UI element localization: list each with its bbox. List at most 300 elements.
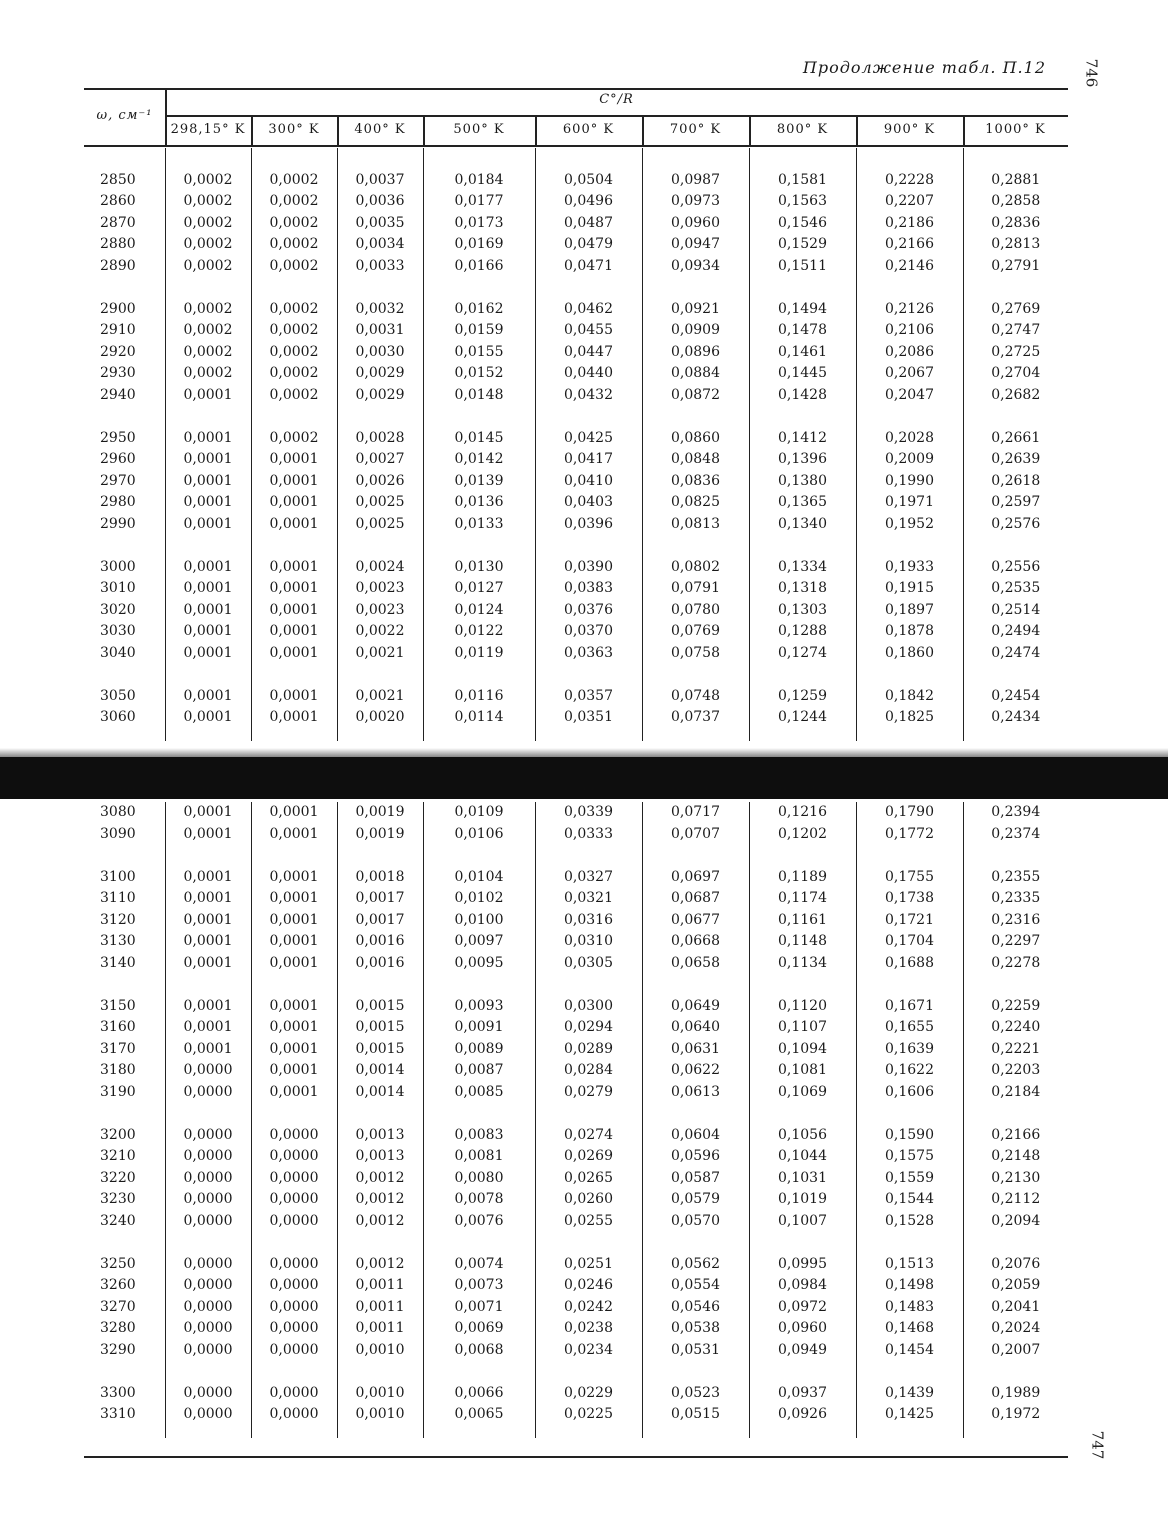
value-cell: 0,1019 [749,1189,856,1211]
value-cell: 0,0000 [251,1404,337,1426]
value-cell: 0,0074 [423,1254,535,1276]
value-cell: 0,1990 [856,471,963,493]
value-cell: 0,0973 [642,191,749,213]
value-cell: 0,0872 [642,385,749,407]
spacer-cell [251,535,337,557]
value-cell: 0,0002 [251,363,337,385]
value-cell: 0,0707 [642,824,749,846]
table-row [84,578,1068,600]
table-row [84,557,1068,579]
value-cell: 0,0001 [251,1017,337,1039]
spacer-cell [84,664,165,686]
table-row [84,953,1068,975]
value-cell: 0,0791 [642,578,749,600]
wavenumber-cell: 3280 [100,1320,136,1336]
value-cell: 0,0015 [337,1039,423,1061]
spacer-cell [251,1361,337,1383]
value-cell: 0,0002 [251,191,337,213]
spacer-cell [84,1361,165,1383]
value-cell: 0,2146 [856,256,963,278]
value-cell: 0,1581 [749,170,856,192]
spacer-cell [337,1103,423,1125]
spacer-cell [642,1361,749,1383]
value-cell: 0,0001 [165,953,251,975]
value-cell: 0,0587 [642,1168,749,1190]
value-cell: 0,2028 [856,428,963,450]
value-cell: 0,0001 [251,824,337,846]
value-cell: 0,0001 [251,600,337,622]
spacer-cell [749,1103,856,1125]
value-cell: 0,0546 [642,1297,749,1319]
table-row [84,1383,1068,1405]
spacer-cell [642,1426,749,1438]
value-cell: 0,1688 [856,953,963,975]
value-cell: 0,0000 [165,1146,251,1168]
value-cell: 0,0033 [337,256,423,278]
value-cell: 0,0697 [642,867,749,889]
table-row [84,824,1068,846]
spacer-cell [535,845,642,867]
value-cell: 0,0002 [251,299,337,321]
spacer-cell [535,1232,642,1254]
spacer-cell [251,1426,337,1438]
spacer-cell [251,148,337,170]
value-cell: 0,0848 [642,449,749,471]
value-cell: 0,0021 [337,643,423,665]
spacer-cell [84,148,165,170]
wavenumber-cell: 3230 [100,1191,136,1207]
spacer-cell [165,845,251,867]
value-cell: 0,2769 [963,299,1068,321]
temp-header-1: 298,15° K [170,122,246,137]
value-cell: 0,0554 [642,1275,749,1297]
value-cell: 0,0001 [251,471,337,493]
value-cell: 0,1622 [856,1060,963,1082]
value-cell: 0,0001 [251,996,337,1018]
value-cell: 0,0376 [535,600,642,622]
group-spacer [84,148,1068,170]
value-cell: 0,0631 [642,1039,749,1061]
value-cell: 0,0884 [642,363,749,385]
spacer-cell [749,664,856,686]
value-cell: 0,1380 [749,471,856,493]
wavenumber-cell: 3050 [100,687,136,704]
value-cell: 0,0080 [423,1168,535,1190]
value-cell: 0,1031 [749,1168,856,1190]
value-cell: 0,0116 [423,686,535,708]
value-cell: 0,1972 [963,1404,1068,1426]
value-cell: 0,0001 [165,996,251,1018]
value-cell: 0,0142 [423,449,535,471]
value-cell: 0,0001 [165,514,251,536]
spacer-cell [251,1103,337,1125]
value-cell: 0,0396 [535,514,642,536]
value-cell: 0,0093 [423,996,535,1018]
value-cell: 0,0000 [165,1404,251,1426]
value-cell: 0,0002 [165,299,251,321]
value-cell: 0,0002 [165,256,251,278]
value-cell: 0,0758 [642,643,749,665]
value-cell: 0,0937 [749,1383,856,1405]
value-cell: 0,0010 [337,1340,423,1362]
spacer-cell [84,845,165,867]
spacer-cell [642,664,749,686]
value-cell: 0,0152 [423,363,535,385]
value-cell: 0,0479 [535,234,642,256]
value-cell: 0,2184 [963,1082,1068,1104]
value-cell: 0,0001 [165,449,251,471]
value-cell: 0,0000 [251,1211,337,1233]
wavenumber-cell: 3120 [100,911,136,928]
value-cell: 0,0034 [337,234,423,256]
header-divider [642,115,644,145]
value-cell: 0,2221 [963,1039,1068,1061]
value-cell: 0,1563 [749,191,856,213]
spacer-cell [963,148,1068,170]
spacer-cell [535,1426,642,1438]
value-cell: 0,2535 [963,578,1068,600]
value-cell: 0,0001 [165,707,251,729]
value-cell: 0,2514 [963,600,1068,622]
value-cell: 0,0000 [251,1383,337,1405]
value-cell: 0,0018 [337,867,423,889]
wavenumber-cell: 2910 [100,322,136,338]
value-cell: 0,0000 [165,1383,251,1405]
spacer-cell [165,277,251,299]
heat-capacity-table-lower [84,802,1068,1438]
spacer-cell [642,974,749,996]
value-cell: 0,2747 [963,320,1068,342]
table-row [84,234,1068,256]
value-cell: 0,0001 [251,867,337,889]
wavenumber-cell: 3030 [100,623,136,639]
value-cell: 0,0001 [251,953,337,975]
value-cell: 0,0104 [423,867,535,889]
value-cell: 0,0255 [535,1211,642,1233]
value-cell: 0,1007 [749,1211,856,1233]
value-cell: 0,0130 [423,557,535,579]
value-cell: 0,1044 [749,1146,856,1168]
spacer-cell [642,1103,749,1125]
table-row [84,1189,1068,1211]
value-cell: 0,2374 [963,824,1068,846]
value-cell: 0,0114 [423,707,535,729]
value-cell: 0,0000 [165,1254,251,1276]
value-cell: 0,0001 [251,802,337,824]
value-cell: 0,0011 [337,1275,423,1297]
spacer-cell [423,1232,535,1254]
value-cell: 0,0001 [165,802,251,824]
value-cell: 0,1860 [856,643,963,665]
value-cell: 0,0000 [251,1254,337,1276]
spacer-cell [251,729,337,741]
table-row [84,1404,1068,1426]
value-cell: 0,2076 [963,1254,1068,1276]
value-cell: 0,0031 [337,320,423,342]
value-cell: 0,0234 [535,1340,642,1362]
value-cell: 0,0274 [535,1125,642,1147]
group-spacer [84,974,1068,996]
value-cell: 0,1274 [749,643,856,665]
spacer-cell [856,974,963,996]
value-cell: 0,0013 [337,1125,423,1147]
spacer-cell [535,148,642,170]
value-cell: 0,2881 [963,170,1068,192]
value-cell: 0,2639 [963,449,1068,471]
wavenumber-cell: 3210 [100,1148,136,1164]
spacer-cell [856,1426,963,1438]
value-cell: 0,2494 [963,621,1068,643]
value-cell: 0,0001 [251,931,337,953]
value-cell: 0,2112 [963,1189,1068,1211]
spacer-cell [165,406,251,428]
value-cell: 0,2434 [963,707,1068,729]
table-row [84,363,1068,385]
value-cell: 0,0166 [423,256,535,278]
value-cell: 0,0001 [165,1017,251,1039]
table-row [84,1060,1068,1082]
value-cell: 0,1544 [856,1189,963,1211]
value-cell: 0,0351 [535,707,642,729]
spacer-cell [642,845,749,867]
spacer-cell [963,535,1068,557]
value-cell: 0,0596 [642,1146,749,1168]
value-cell: 0,0300 [535,996,642,1018]
spacer-cell [251,1232,337,1254]
value-cell: 0,2186 [856,213,963,235]
value-cell: 0,0148 [423,385,535,407]
spacer-cell [423,535,535,557]
value-cell: 0,0068 [423,1340,535,1362]
value-cell: 0,0014 [337,1082,423,1104]
table-row [84,1318,1068,1340]
group-spacer [84,1103,1068,1125]
value-cell: 0,1468 [856,1318,963,1340]
spacer-cell [165,148,251,170]
value-cell: 0,0471 [535,256,642,278]
spacer-cell [749,277,856,299]
value-cell: 0,0071 [423,1297,535,1319]
spacer-cell [251,974,337,996]
value-cell: 0,0403 [535,492,642,514]
value-cell: 0,0025 [337,492,423,514]
wavenumber-cell: 2950 [100,429,136,446]
value-cell: 0,0066 [423,1383,535,1405]
wavenumber-cell: 3130 [100,933,136,949]
value-cell: 0,0001 [165,643,251,665]
value-cell: 0,1161 [749,910,856,932]
spacer-cell [535,535,642,557]
value-cell: 0,0417 [535,449,642,471]
spacer-cell [165,1361,251,1383]
value-cell: 0,1094 [749,1039,856,1061]
header-divider [749,115,751,145]
spacer-cell [535,1361,642,1383]
header-top-rule [84,88,1068,90]
value-cell: 0,1721 [856,910,963,932]
spacer-cell [856,535,963,557]
value-cell: 0,0333 [535,824,642,846]
value-cell: 0,0447 [535,342,642,364]
spacer-cell [423,406,535,428]
temp-header-9: 1000° K [985,122,1046,137]
value-cell: 0,0649 [642,996,749,1018]
wavenumber-cell: 2940 [100,386,136,403]
table-row [84,1125,1068,1147]
value-cell: 0,0026 [337,471,423,493]
value-cell: 0,2166 [963,1125,1068,1147]
value-cell: 0,0091 [423,1017,535,1039]
value-cell: 0,0934 [642,256,749,278]
value-cell: 0,0001 [165,600,251,622]
value-cell: 0,0769 [642,621,749,643]
value-cell: 0,2047 [856,385,963,407]
wavenumber-cell: 3270 [100,1298,136,1315]
value-cell: 0,1513 [856,1254,963,1276]
value-cell: 0,0748 [642,686,749,708]
spacer-cell [642,406,749,428]
value-cell: 0,1494 [749,299,856,321]
value-cell: 0,0515 [642,1404,749,1426]
wavenumber-cell: 3250 [100,1255,136,1272]
value-cell: 0,0717 [642,802,749,824]
wavenumber-cell: 2870 [100,214,136,231]
header-divider [963,115,965,145]
value-cell: 0,1825 [856,707,963,729]
table-row [84,170,1068,192]
value-cell: 0,0184 [423,170,535,192]
value-cell: 0,1989 [963,1383,1068,1405]
value-cell: 0,0022 [337,621,423,643]
value-cell: 0,0000 [165,1211,251,1233]
value-cell: 0,0001 [165,1039,251,1061]
value-cell: 0,0023 [337,578,423,600]
value-cell: 0,0002 [165,234,251,256]
value-cell: 0,0001 [251,514,337,536]
wavenumber-cell: 3060 [100,709,136,725]
value-cell: 0,1790 [856,802,963,824]
value-cell: 0,2024 [963,1318,1068,1340]
spacer-cell [749,148,856,170]
value-cell: 0,0002 [251,170,337,192]
value-cell: 0,0035 [337,213,423,235]
value-cell: 0,0242 [535,1297,642,1319]
spacer-cell [749,1426,856,1438]
value-cell: 0,0383 [535,578,642,600]
value-cell: 0,0001 [165,824,251,846]
table-row [84,191,1068,213]
spacer-cell [165,664,251,686]
value-cell: 0,0265 [535,1168,642,1190]
value-cell: 0,0020 [337,707,423,729]
wavenumber-cell: 3170 [100,1040,136,1057]
temp-header-3: 400° K [354,122,406,137]
value-cell: 0,2682 [963,385,1068,407]
table-continuation-caption: Продолжение табл. П.12 [802,58,1046,77]
value-cell: 0,0000 [251,1275,337,1297]
value-cell: 0,0136 [423,492,535,514]
value-cell: 0,0016 [337,953,423,975]
spacer-cell [535,277,642,299]
value-cell: 0,0001 [165,471,251,493]
value-cell: 0,2007 [963,1340,1068,1362]
temp-header-7: 800° K [776,122,829,137]
value-cell: 0,1081 [749,1060,856,1082]
spacer-cell [535,406,642,428]
spacer-cell [84,974,165,996]
spacer-cell [337,845,423,867]
value-cell: 0,0001 [165,686,251,708]
table-row [84,1017,1068,1039]
value-cell: 0,1454 [856,1340,963,1362]
wavenumber-cell: 2860 [100,193,136,209]
value-cell: 0,1244 [749,707,856,729]
value-cell: 0,1318 [749,578,856,600]
spacer-cell [749,406,856,428]
value-cell: 0,1971 [856,492,963,514]
value-cell: 0,0000 [251,1297,337,1319]
value-cell: 0,2228 [856,170,963,192]
value-cell: 0,0001 [251,643,337,665]
spacer-cell [963,845,1068,867]
spacer-cell [963,277,1068,299]
value-cell: 0,1428 [749,385,856,407]
value-cell: 0,0000 [165,1189,251,1211]
value-cell: 0,0802 [642,557,749,579]
value-cell: 0,0000 [165,1060,251,1082]
spacer-cell [963,664,1068,686]
value-cell: 0,2704 [963,363,1068,385]
group-label-header: C°/R [599,92,634,107]
value-cell: 0,0083 [423,1125,535,1147]
value-cell: 0,2618 [963,471,1068,493]
value-cell: 0,0127 [423,578,535,600]
table-row [84,1039,1068,1061]
value-cell: 0,0010 [337,1404,423,1426]
value-cell: 0,0122 [423,621,535,643]
value-cell: 0,1738 [856,888,963,910]
value-cell: 0,0015 [337,1017,423,1039]
value-cell: 0,0002 [165,213,251,235]
value-cell: 0,0737 [642,707,749,729]
wavenumber-cell: 3300 [100,1384,136,1401]
table-row [84,931,1068,953]
value-cell: 0,0813 [642,514,749,536]
spacer-cell [963,974,1068,996]
value-cell: 0,0085 [423,1082,535,1104]
value-cell: 0,1842 [856,686,963,708]
spacer-cell [84,1103,165,1125]
table-row [84,802,1068,824]
value-cell: 0,1334 [749,557,856,579]
value-cell: 0,2203 [963,1060,1068,1082]
table-row [84,514,1068,536]
header-group-rule [165,115,1068,117]
value-cell: 0,0000 [251,1125,337,1147]
value-cell: 0,0289 [535,1039,642,1061]
value-cell: 0,2207 [856,191,963,213]
value-cell: 0,1069 [749,1082,856,1104]
temp-header-4: 500° K [453,122,505,137]
spacer-cell [337,1426,423,1438]
value-cell: 0,1498 [856,1275,963,1297]
value-cell: 0,1952 [856,514,963,536]
wavenumber-cell: 3180 [100,1062,136,1078]
value-cell: 0,2086 [856,342,963,364]
wavenumber-cell: 2890 [100,257,136,274]
value-cell: 0,0069 [423,1318,535,1340]
value-cell: 0,0225 [535,1404,642,1426]
